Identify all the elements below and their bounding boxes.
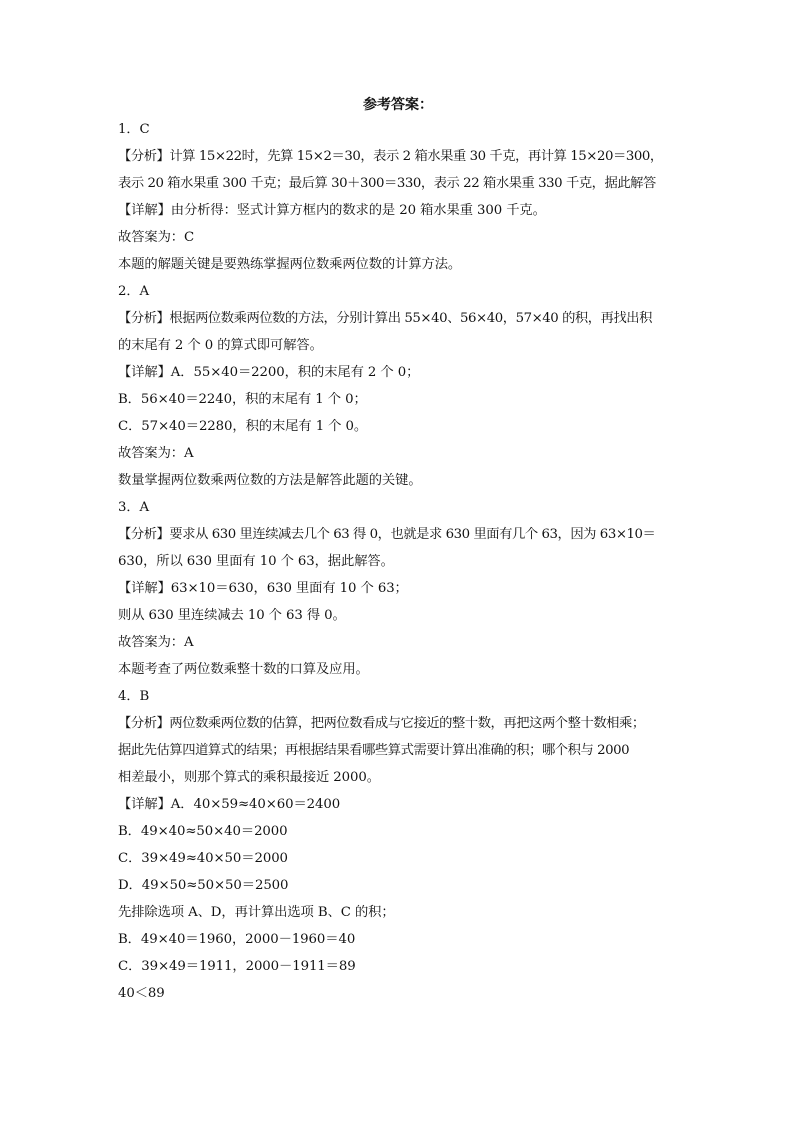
q4-analysis-line-2: 据此先估算四道算式的结果；再根据结果看哪些算式需要计算出准确的积；哪个积与 2000 [118,743,630,758]
q2-analysis-line-1: 【分析】根据两位数乘两位数的方法，分别计算出 55×40、56×40，57×40 的积，再找出积 [118,311,652,326]
q2-detail-a: 【详解】A．55×40＝2200，积的末尾有 2 个 0； [118,365,420,380]
q3-detail-line-2: 则从 630 里连续减去 10 个 63 得 0。 [118,608,346,623]
q3-comment: 本题考查了两位数乘整十数的口算及应用。 [118,662,369,677]
q4-answer-header: 4．B [118,689,150,704]
q3-conclusion: 故答案为：A [118,635,194,650]
q2-comment: 数量掌握两位数乘两位数的方法是解答此题的关键。 [118,473,422,488]
q4-detail-c: C．39×49≈40×50＝2000 [118,851,288,866]
q4-analysis-line-3: 相差最小，则那个算式的乘积最接近 2000。 [118,770,380,785]
q1-comment: 本题的解题关键是要熟练掌握两位数乘两位数的计算方法。 [118,257,462,272]
q2-answer-header: 2．A [118,284,150,299]
q4-detail-d: D．49×50≈50×50＝2500 [118,878,289,893]
q3-answer-header: 3．A [118,500,150,515]
answer-sheet [118,96,678,1007]
q2-conclusion: 故答案为：A [118,446,194,461]
q1-answer-header: 1．C [118,122,150,137]
q4-step-b: B．49×40＝1960，2000－1960＝40 [118,932,356,947]
q3-analysis-line-1: 【分析】要求从 630 里连续减去几个 63 得 0，也就是求 630 里面有几个 63，因为 63×10＝ [118,527,656,542]
q2-detail-c: C．57×40＝2280，积的末尾有 1 个 0。 [118,419,368,434]
q1-analysis-line-1: 【分析】计算 15×22时，先算 15×2＝30，表示 2 箱水果重 30 千克，再计算 15×20＝300， [118,149,663,164]
q3-analysis-line-2: 630，所以 630 里面有 10 个 63，据此解答。 [118,554,394,569]
q4-detail-a: 【详解】A．40×59≈40×60＝2400 [118,797,341,812]
q4-compare: 40＜89 [118,986,165,1001]
q1-analysis-line-2: 表示 20 箱水果重 300 千克；最后算 30＋300＝330，表示 22 箱水果重 330 千克，据此解答 [118,176,656,191]
q2-analysis-line-2: 的末尾有 2 个 0 的算式即可解答。 [118,338,323,353]
q2-detail-b: B．56×40＝2240，积的末尾有 1 个 0； [118,392,367,407]
q4-analysis-line-1: 【分析】两位数乘两位数的估算，把两位数看成与它接近的整十数，再把这两个整十数相乘； [118,716,645,731]
page-title: 参考答案： [363,97,433,113]
q3-detail-line-1: 【详解】63×10＝630，630 里面有 10 个 63； [118,581,408,596]
q4-step-c: C．39×49＝1911，2000－1911＝89 [118,959,356,974]
q1-conclusion: 故答案为：C [118,230,195,245]
q4-detail-b: B．49×40≈50×40＝2000 [118,824,288,839]
q4-step-exclude: 先排除选项 A、D，再计算出选项 B、C 的积； [118,905,395,920]
q1-detail: 【详解】由分析得：竖式计算方框内的数求的是 20 箱水果重 300 千克。 [118,203,546,218]
